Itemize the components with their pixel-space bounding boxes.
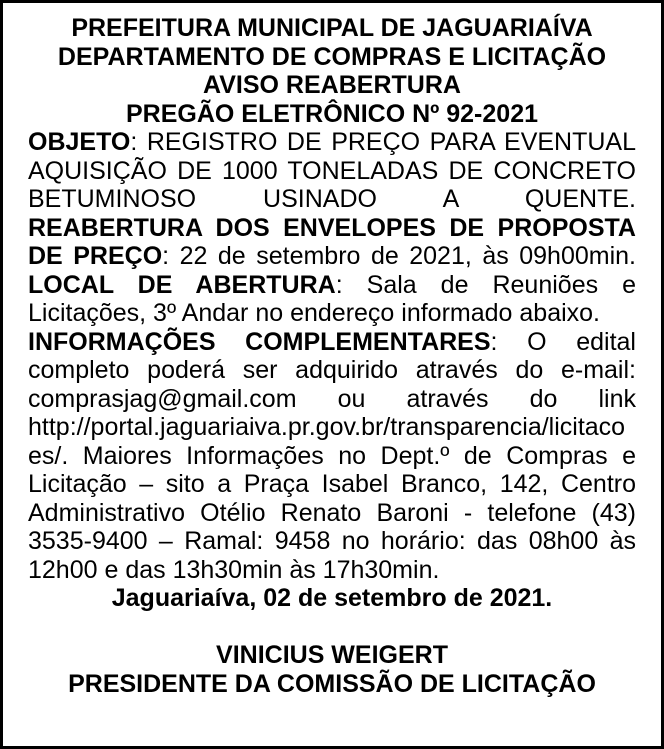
signatory-title: PRESIDENTE DA COMISSÃO DE LICITAÇÃO: [68, 669, 596, 698]
reabertura-envelopes-label: REABERTURA DOS ENVELOPES DE PROPOSTA DE PREÇO: [28, 213, 636, 270]
notice-type-title: AVISO REABERTURA: [203, 71, 461, 99]
informacoes-complementares-label: INFORMAÇÕES COMPLEMENTARES: [28, 327, 491, 356]
local-abertura-label: LOCAL DE ABERTURA: [28, 270, 336, 299]
blank-line: [28, 613, 636, 642]
object-paragraph: [28, 128, 636, 328]
local-abertura-text: : Sala de Reuniões e Licitações, 3º Andar no endereço informado abaixo.: [28, 270, 636, 327]
municipality-name: PREFEITURA MUNICIPAL DE JAGUARIAÍVA: [71, 14, 593, 42]
complementary-info-paragraph: [28, 328, 636, 585]
reabertura-date-text: : 22 de setembro de 2021, às 09h00min.: [162, 242, 636, 270]
objeto-text: : REGISTRO DE PREÇO PARA EVENTUAL AQUISIÇÃO DE 1000 TONELADAS DE CONCRETO BETUMINOSO USINADO A QUENTE.: [28, 128, 636, 213]
date-line: Jaguariaíva, 02 de setembro de 2021.: [111, 584, 553, 612]
department-name: DEPARTAMENTO DE COMPRAS E LICITAÇÃO: [57, 42, 607, 71]
auction-number-title: PREGÃO ELETRÔNICO Nº 92-2021: [125, 99, 538, 128]
informacoes-complementares-text: : O edital completo poderá ser adquirido através do e-mail: comprasjag@gmail.com ou através do link http://portal.jaguariaiva.pr.gov.br/transparencia/licitacoes/. Maiores Informações no Dept.º de Compras e Licitação – sito a Praça Isabel Branco, 142, Centro Administrativo Otélio Renato Baroni - telefone (43) 3535-9400 – Ramal: 9458 no horário: das 08h00 às 12h00 e das 13h30min às 17h30min.: [28, 327, 636, 584]
objeto-label: OBJETO: [28, 128, 131, 156]
signatory-name: VINICIUS WEIGERT: [216, 641, 448, 669]
